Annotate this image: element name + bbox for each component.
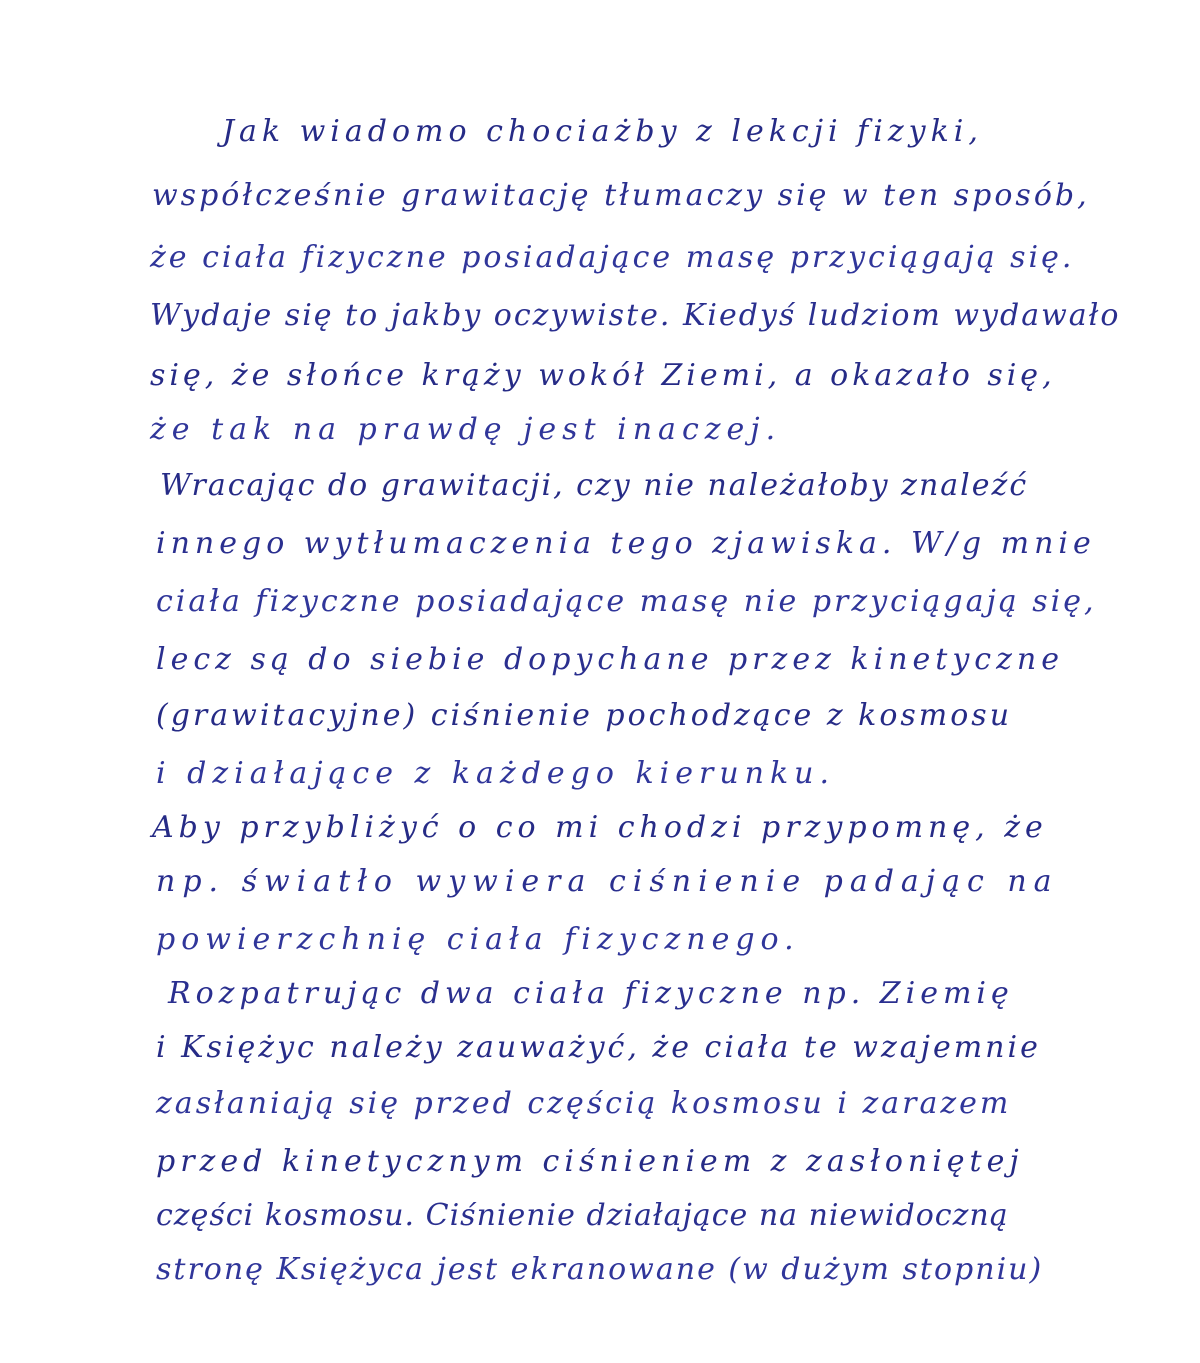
text-line: Wydaje się to jakby oczywiste. Kiedyś ludziom wydawało (150, 298, 1121, 333)
text-line: innego wytłumaczenia tego zjawiska. W/g mnie (156, 526, 1096, 561)
text-line: Aby przybliżyć o co mi chodzi przypomnę, że (152, 810, 1048, 845)
text-line: i działające z każdego kierunku. (156, 756, 836, 791)
text-line: Jak wiadomo chociażby z lekcji fizyki, (222, 114, 983, 149)
text-line: Wracając do grawitacji, czy nie należałoby znaleźć (160, 468, 1029, 503)
text-line: stronę Księżyca jest ekranowane (w dużym stopniu) (156, 1252, 1044, 1287)
text-line: współcześnie grawitację tłumaczy się w ten sposób, (152, 178, 1090, 213)
text-line: ciała fizyczne posiadające masę nie przyciągają się, (156, 584, 1097, 619)
text-line: i Księżyc należy zauważyć, że ciała te wzajemnie (156, 1030, 1041, 1065)
text-line: Rozpatrując dwa ciała fizyczne np. Ziemię (168, 976, 1014, 1011)
text-line: przed kinetycznym ciśnieniem z zasłoniętej (156, 1144, 1024, 1179)
text-line: powierzchnię ciała fizycznego. (156, 922, 800, 957)
text-line: lecz są do siebie dopychane przez kinetyczne (156, 642, 1064, 677)
text-line: (grawitacyjne) ciśnienie pochodzące z kosmosu (156, 698, 1013, 733)
text-line: części kosmosu. Ciśnienie działające na niewidoczną (156, 1198, 1009, 1233)
text-line: np. światło wywiera ciśnienie padając na (156, 864, 1059, 899)
text-line: że tak na prawdę jest inaczej. (150, 412, 782, 447)
text-line: się, że słońce krąży wokół Ziemi, a okazało się, (150, 358, 1056, 393)
text-line: zasłaniają się przed częścią kosmosu i zarazem (156, 1086, 1012, 1121)
text-line: że ciała fizyczne posiadające masę przyciągają się. (150, 240, 1075, 275)
